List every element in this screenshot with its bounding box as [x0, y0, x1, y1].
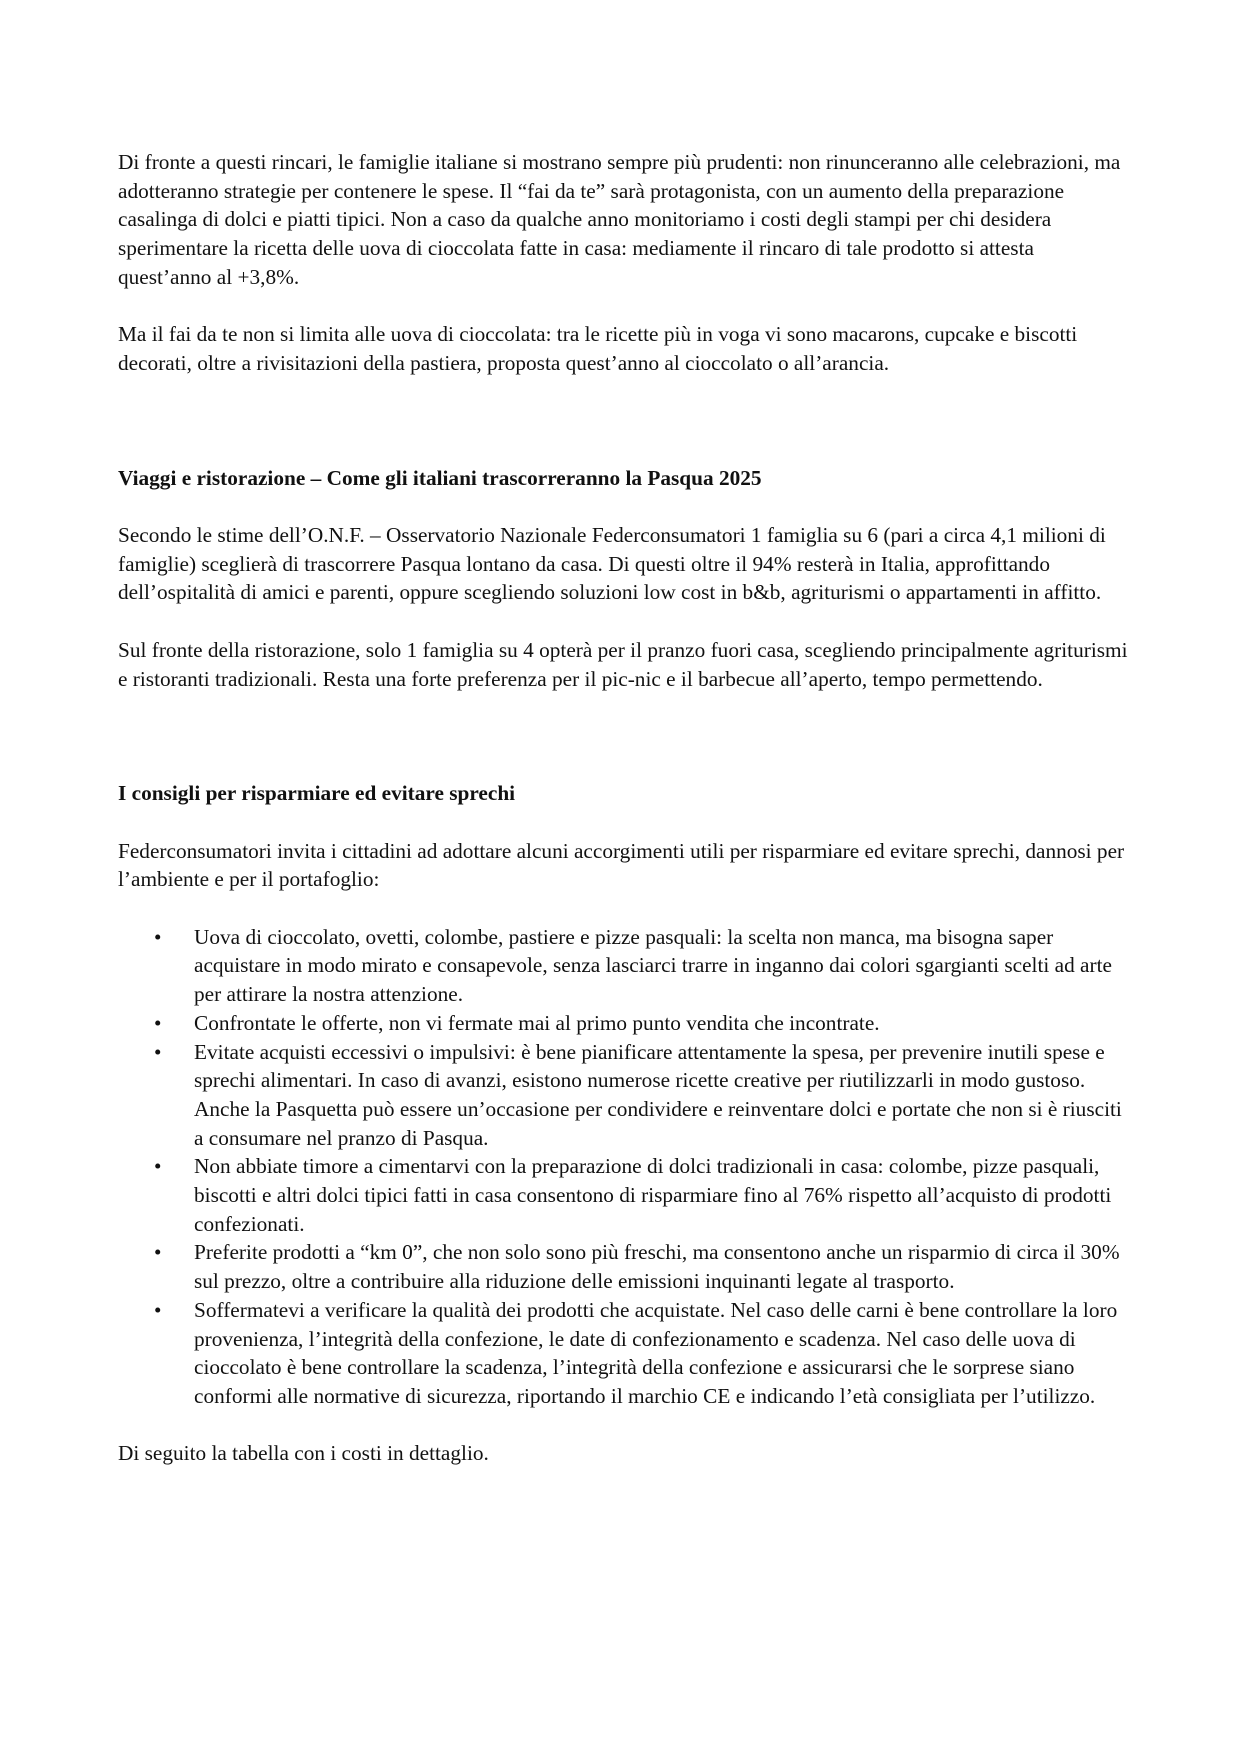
bullet-icon: • [154, 1240, 162, 1265]
travel-paragraph-1: Secondo le stime dell’O.N.F. – Osservatorio Nazionale Federconsumatori 1 famiglia su 6 (pari a circa 4,1 milioni di famiglie) sceglierà di trascorrere Pasqua lontano da casa. Di questi oltre il 94% resterà in Italia, approfittando dell’ospitalità di amici e parenti, oppure scegliendo soluzioni low cost in b&b, agriturismi o appartamenti in affitto. [118, 523, 1106, 605]
bullet-icon: • [154, 1010, 162, 1035]
list-item-text: Non abbiate timore a cimentarvi con la preparazione di dolci tradizionali in casa: colombe, pizze pasquali, biscotti e altri dolci tipici fatti in casa consentono di risparmiare fino al 76% rispetto all’acquisto di prodotti confezionati. [194, 1154, 1112, 1236]
closing-paragraph: Di seguito la tabella con i costi in dettaglio. [118, 1441, 489, 1466]
list-item-text: Confrontate le offerte, non vi fermate mai al primo punto vendita che incontrate. [194, 1010, 880, 1035]
tips-section-heading: I consigli per risparmiare ed evitare sprechi [118, 781, 516, 806]
intro-paragraph-1: Di fronte a questi rincari, le famiglie italiane si mostrano sempre più prudenti: non rinunceranno alle celebrazioni, ma adotteranno strategie per contenere le spese. Il “fai da te” sarà protagonista, con un aumento della preparazione casalinga di dolci e piatti tipici. Non a caso da qualche anno monitoriamo i costi degli stampi per chi desidera sperimentare la ricetta delle uova di cioccolata fatte in casa: mediamente il rincaro di tale prodotto si attesta quest’anno al +3,8%. [118, 150, 1121, 289]
travel-section-heading: Viaggi e ristorazione – Come gli italiani trascorreranno la Pasqua 2025 [118, 465, 762, 490]
intro-paragraph-2: Ma il fai da te non si limita alle uova di cioccolata: tra le ricette più in voga vi sono macarons, cupcake e biscotti decorati, oltre a rivisitazioni della pastiera, proposta quest’anno al cioccolato o all’arancia. [118, 322, 1078, 375]
list-item-text: Evitate acquisti eccessivi o impulsivi: è bene pianificare attentamente la spesa, per prevenire inutili spese e sprechi alimentari. In caso di avanzi, esistono numerose ricette creative per riutilizzarli in modo gustoso. Anche la Pasquetta può essere un’occasione per condividere e reinventare dolci e portate che non si è riusciti a consumare nel pranzo di Pasqua. [194, 1039, 1122, 1150]
list-item-text: Uova di cioccolato, ovetti, colombe, pastiere e pizze pasquali: la scelta non manca, ma bisogna saper acquistare in modo mirato e consapevole, senza lasciarci trarre in inganno dai colori sgargianti scelti ad arte per attirare la nostra attenzione. [194, 924, 1112, 1007]
tips-intro-paragraph: Federconsumatori invita i cittadini ad adottare alcuni accorgimenti utili per risparmiare ed evitare sprechi, dannosi per l’ambiente e per il portafoglio: [118, 838, 1125, 892]
list-item [118, 1238, 1128, 1295]
list-item [118, 923, 1128, 1009]
tips-list [118, 923, 1128, 1411]
list-item-text: Preferite prodotti a “km 0”, che non solo sono più freschi, ma consentono anche un risparmio di circa il 30% sul prezzo, oltre a contribuire alla riduzione delle emissioni inquinanti legate al trasporto. [194, 1240, 1120, 1294]
list-item-text: Soffermatevi a verificare la qualità dei prodotti che acquistate. Nel caso delle carni è bene controllare la loro provenienza, l’integrità della confezione, le date di confezionamento e scadenza. Nel caso delle uova di cioccolato è bene controllare la scadenza, l’integrità della confezione e assicurarsi che le sorprese siano conformi alle normative di sicurezza, riportando il marchio CE e indicando l’età consigliata per l’utilizzo. [194, 1297, 1118, 1408]
list-item [118, 1038, 1128, 1153]
bullet-icon: • [154, 1154, 162, 1179]
list-item [118, 1009, 1128, 1038]
bullet-icon: • [154, 1039, 162, 1064]
list-item [118, 1296, 1128, 1411]
document-page [118, 148, 1128, 1468]
travel-paragraph-2: Sul fronte della ristorazione, solo 1 famiglia su 4 opterà per il pranzo fuori casa, scegliendo principalmente agriturismi e ristoranti tradizionali. Resta una forte preferenza per il pic-nic e il barbecue all’aperto, tempo permettendo. [118, 637, 1128, 691]
list-item [118, 1152, 1128, 1238]
bullet-icon: • [154, 1297, 162, 1322]
bullet-icon: • [154, 924, 162, 949]
